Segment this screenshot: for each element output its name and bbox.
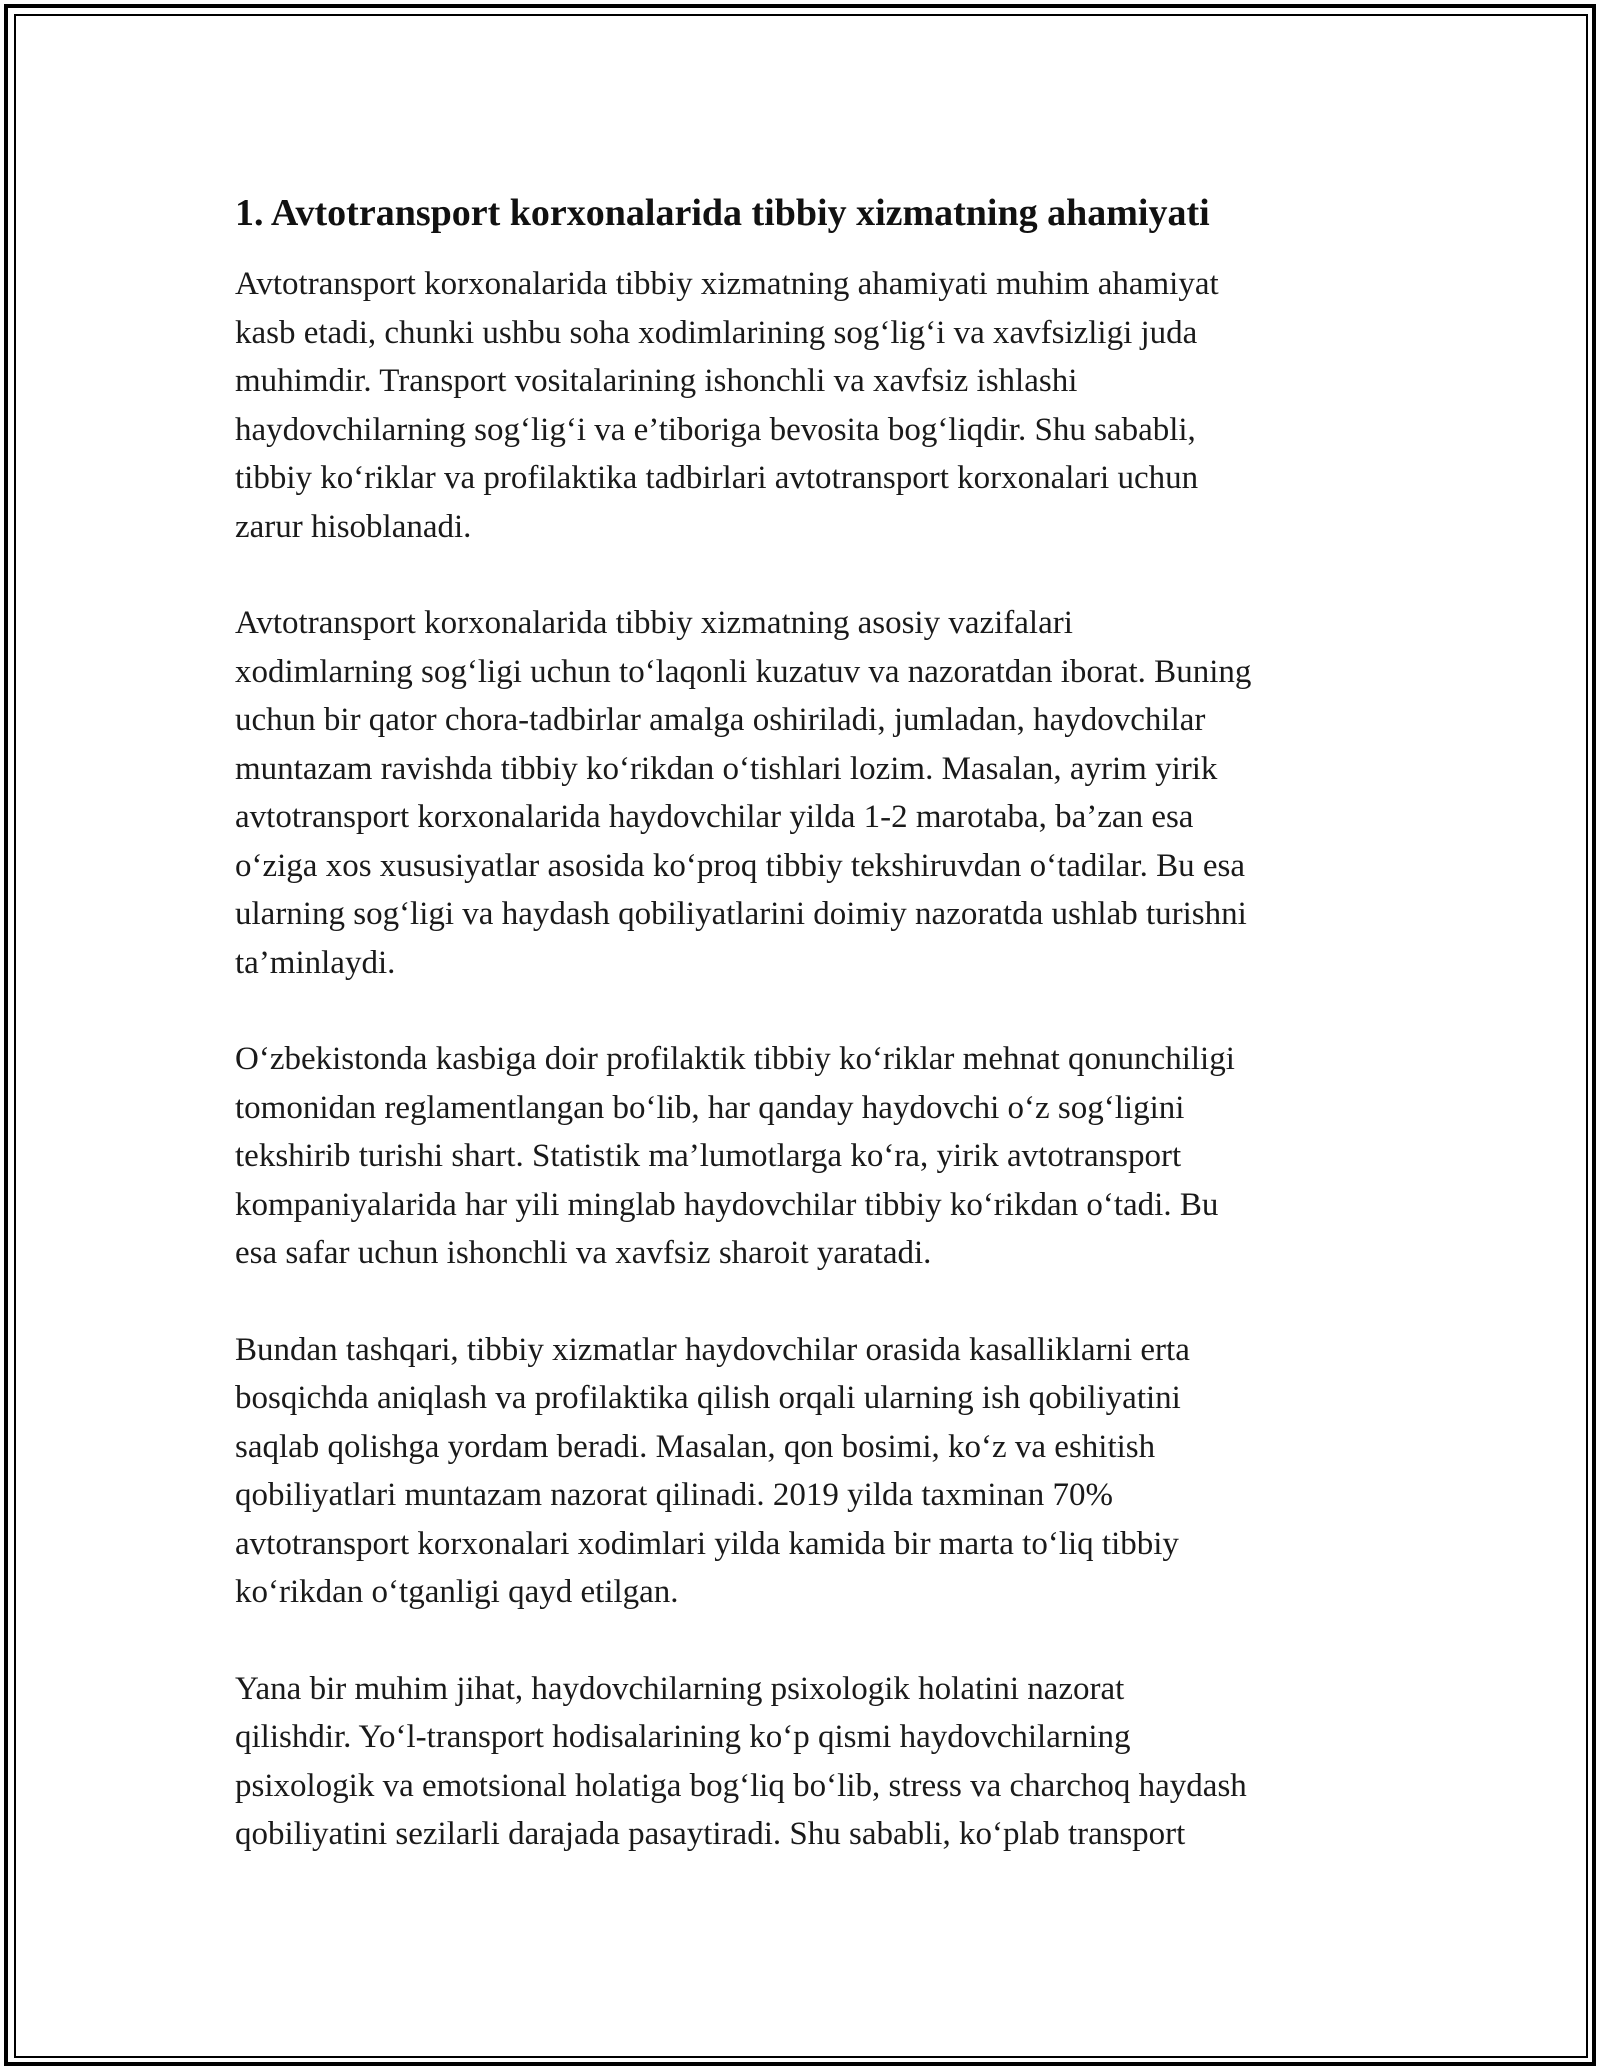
text-line: uchun bir qator chora-tadbirlar amalga oshiriladi, jumladan, haydovchilar: [235, 702, 1206, 738]
text-line: qobiliyatini sezilarli darajada pasaytiradi. Shu sababli, ko‘plab transport: [235, 1816, 1186, 1852]
paragraph-4: [235, 1326, 1375, 1617]
text-line: haydovchilarning sog‘lig‘i va e’tiboriga bevosita bog‘liqdir. Shu sababli,: [235, 411, 1196, 448]
text-line: saqlab qolishga yordam beradi. Masalan, qon bosimi, ko‘z va eshitish: [235, 1428, 1156, 1465]
paragraph-2: [235, 599, 1375, 987]
text-line: muhimdir. Transport vositalarining ishonchli va xavfsiz ishlashi: [235, 363, 1078, 399]
text-line: esa safar uchun ishonchli va xavfsiz sharoit yaratadi.: [235, 1235, 932, 1271]
text-line: qilishdir. Yo‘l-transport hodisalarining ko‘p qismi haydovchilarning: [235, 1719, 1131, 1755]
text-line: bosqichda aniqlash va profilaktika qilish orqali ularning ish qobiliyatini: [235, 1380, 1181, 1416]
paragraph-3: [235, 1035, 1375, 1278]
text-line: avtotransport korxonalarida haydovchilar yilda 1-2 marotaba, ba’zan esa: [235, 799, 1194, 835]
text-line: O‘zbekistonda kasbiga doir profilaktik tibbiy ko‘riklar mehnat qonunchiligi: [235, 1041, 1235, 1077]
text-line: muntazam ravishda tibbiy ko‘rikdan o‘tishlari lozim. Masalan, ayrim yirik: [235, 750, 1218, 787]
text-line: ularning sog‘ligi va haydash qobiliyatlarini doimiy nazoratda ushlab turishni: [235, 896, 1247, 932]
text-line: Avtotransport korxonalarida tibbiy xizmatning ahamiyati muhim ahamiyat: [235, 266, 1219, 302]
paragraph-1: [235, 260, 1375, 551]
paragraph-5: [235, 1665, 1375, 1859]
text-line: psixologik va emotsional holatiga bog‘liq bo‘lib, stress va charchoq haydash: [235, 1767, 1247, 1804]
text-line: zarur hisoblanadi.: [235, 508, 472, 545]
text-line: tibbiy ko‘riklar va profilaktika tadbirlari avtotransport korxonalari uchun: [235, 460, 1199, 496]
text-line: ko‘rikdan o‘tganligi qayd etilgan.: [235, 1574, 679, 1610]
text-line: Yana bir muhim jihat, haydovchilarning psixologik holatini nazorat: [235, 1670, 1125, 1707]
text-line: Avtotransport korxonalarida tibbiy xizmatning asosiy vazifalari: [235, 605, 1073, 641]
text-line: o‘ziga xos xususiyatlar asosida ko‘proq tibbiy tekshiruvdan o‘tadilar. Bu esa: [235, 847, 1245, 884]
text-line: Bundan tashqari, tibbiy xizmatlar haydovchilar orasida kasalliklarni erta: [235, 1331, 1190, 1368]
text-line: xodimlarning sog‘ligi uchun to‘laqonli kuzatuv va nazoratdan iborat. Buning: [235, 653, 1252, 690]
section-heading: 1. Avtotransport korxonalarida tibbiy xizmatning ahamiyati: [235, 192, 1210, 234]
document-body: [235, 186, 1375, 1907]
text-line: avtotransport korxonalari xodimlari yilda kamida bir marta to‘liq tibbiy: [235, 1525, 1179, 1562]
text-line: ta’minlaydi.: [235, 944, 396, 981]
text-line: kompaniyalarida har yili minglab haydovchilar tibbiy ko‘rikdan o‘tadi. Bu: [235, 1186, 1219, 1223]
text-line: tomonidan reglamentlangan bo‘lib, har qanday haydovchi o‘z sog‘ligini: [235, 1089, 1185, 1126]
text-line: qobiliyatlari muntazam nazorat qilinadi. 2019 yilda taxminan 70%: [235, 1477, 1113, 1513]
text-line: tekshirib turishi shart. Statistik ma’lumotlarga ko‘ra, yirik avtotransport: [235, 1138, 1182, 1174]
text-line: kasb etadi, chunki ushbu soha xodimlarining sog‘lig‘i va xavfsizligi juda: [235, 314, 1198, 351]
